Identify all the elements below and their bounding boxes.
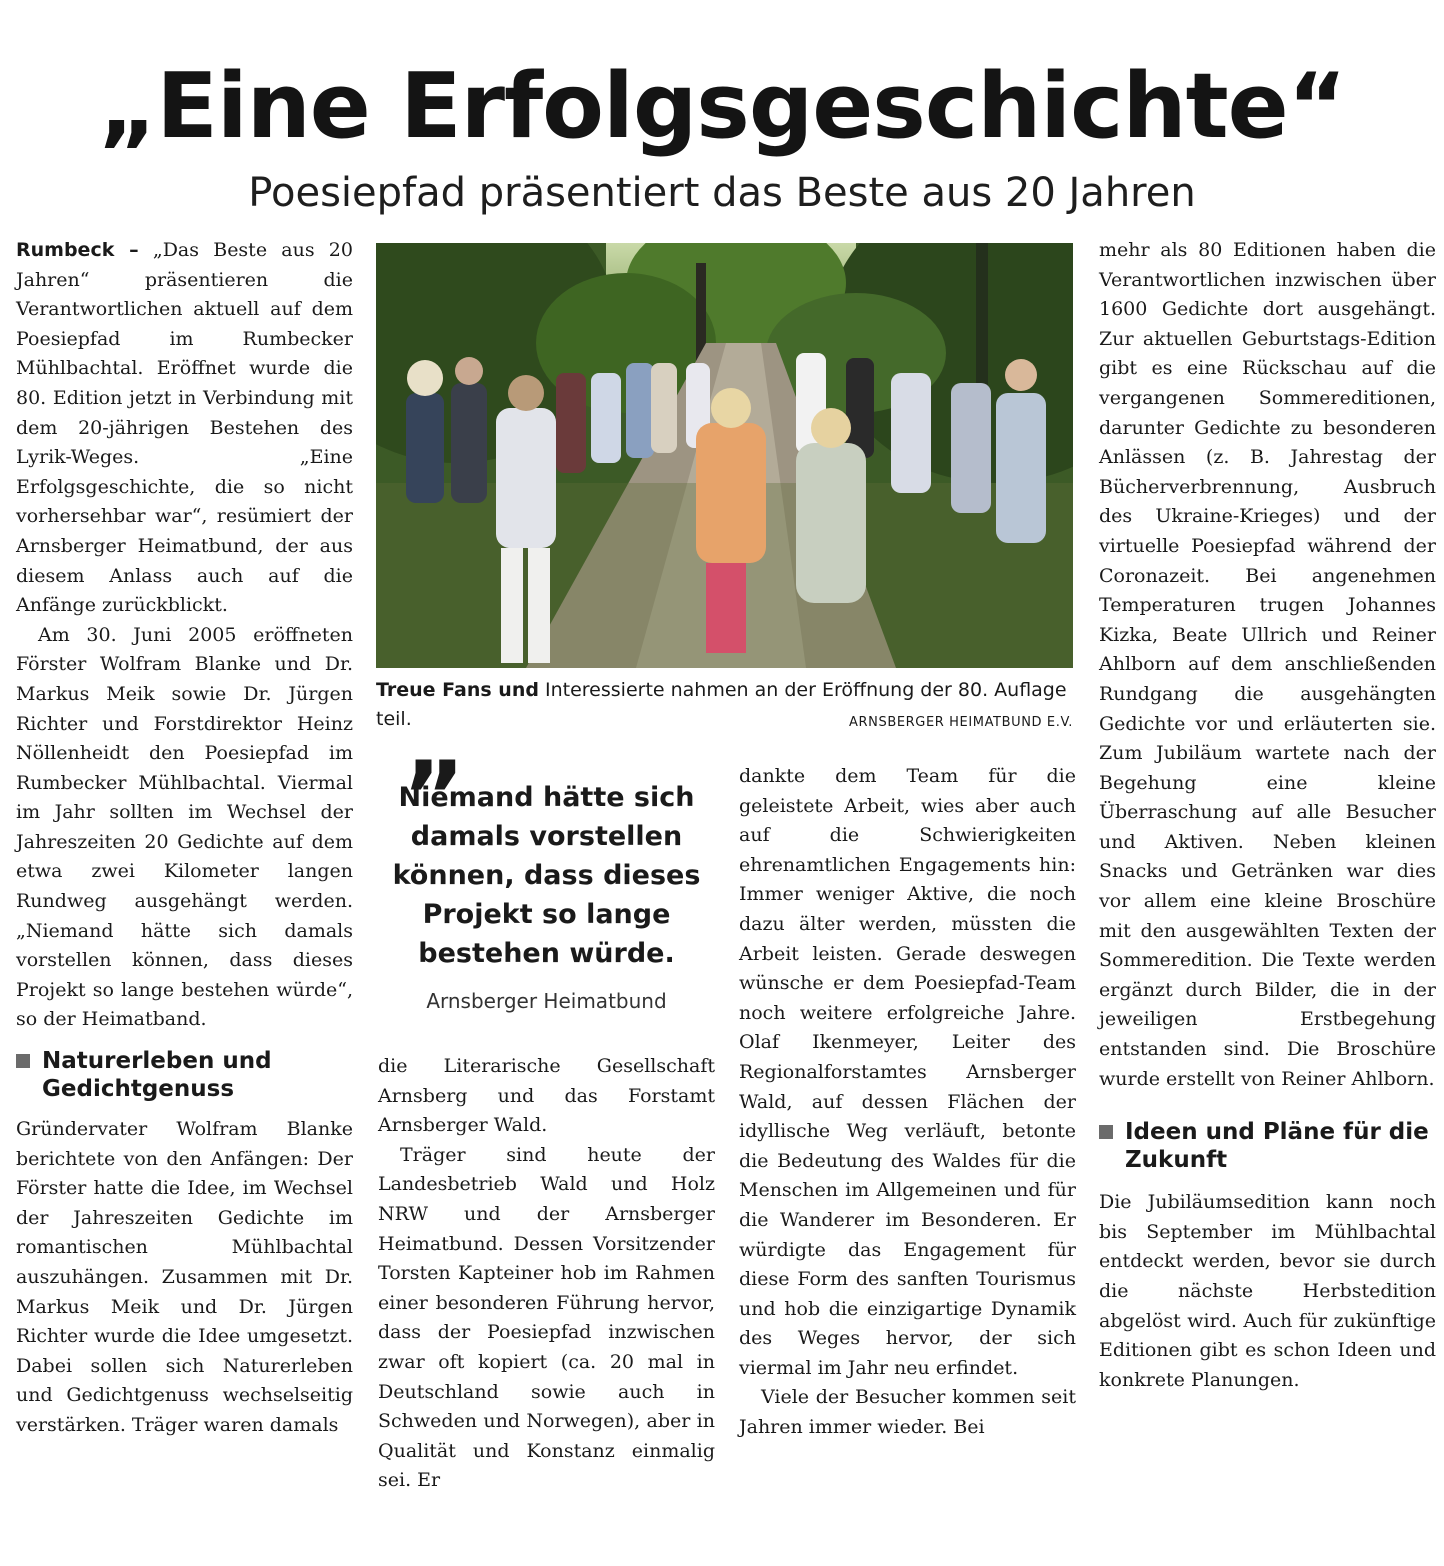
article-column-3 — [739, 762, 1076, 1443]
quote-mark-icon: ” — [402, 741, 466, 853]
article-column-4 — [1099, 236, 1436, 1395]
caption-text: Interessierte nahmen an der Eröffnung der 80. Auflage teil. — [376, 679, 1067, 730]
group-in-forest-photo — [376, 243, 1073, 668]
section-heading-text: Ideen und Pläne für die Zukunft — [1125, 1119, 1429, 1174]
headline: „Eine Erfolgsgeschichte“ — [98, 54, 1346, 159]
article-paragraph: mehr als 80 Editionen haben die Verantwortlichen inzwischen über 1600 Gedichte dort ausgehängt. Zur aktuellen Geburtstags-Edition gibt es eine Rückschau auf die vergangenen Sommereditionen, darunter Gedichte zu besonderen Anlässen (z. B. Jahrestag der Bücherverbrennung, Ausbruch des Ukraine-Krieges) und der virtuelle Poesiepfad während der Coronazeit. Bei angenehmen Temperaturen trugen Johannes Kizka, Beate Ullrich und Reiner Ahlborn auf dem anschließenden Rundgang die ausgehängten Gedichte vor und erläuterten sie. Zum Jubiläum wartete nach der Begehung eine kleine Überraschung auf alle Besucher und Aktiven. Neben kleinen Snacks und Getränken war dies vor allem eine kleine Broschüre mit den ausgewählten Texten der Sommeredition. Die Texte werden ergänzt durch Bilder, die in der jeweiligen Erstbegehung entstanden sind. Die Broschüre wurde erstellt von Reiner Ahlborn. — [1099, 239, 1436, 1090]
article-paragraph: Viele der Besucher kommen seit Jahren immer wieder. Bei — [739, 1386, 1076, 1439]
square-bullet-icon — [1099, 1125, 1113, 1139]
section-heading — [16, 1047, 353, 1103]
caption-bold: Treue Fans und — [376, 679, 539, 701]
article-paragraph: die Literarische Gesellschaft Arnsberg und das Forstamt Arnsberger Wald. — [378, 1055, 715, 1137]
pull-quote-source: Arnsberger Heimatbund — [426, 989, 667, 1013]
section-heading-text: Naturerleben und Gedichtgenuss — [42, 1048, 272, 1103]
article-paragraph: Gründervater Wolfram Blanke berichtete von den Anfängen: Der Förster hatte die Idee, im Wechsel der Jahreszeiten Gedichte im romantischen Mühlbachtal auszuhängen. Zusammen mit Dr. Markus Meik und Dr. Jürgen Richter wurde die Idee umgesetzt. Dabei sollen sich Naturerleben und Gedichtgenuss wechselseitig verstärken. Träger waren damals — [16, 1118, 353, 1436]
dateline: Rumbeck – — [16, 239, 139, 261]
photo-credit: ARNSBERGER HEIMATBUND E.V. — [849, 715, 1073, 730]
article-column-2 — [378, 1052, 715, 1496]
article-paragraph: Die Jubiläumsedition kann noch bis September im Mühlbachtal entdeckt werden, bevor sie durch die nächste Herbstedition abgelöst wird. Auch für zukünftige Editionen gibt es schon Ideen und konkrete Planungen. — [1099, 1191, 1436, 1391]
section-heading — [1099, 1118, 1436, 1174]
article-paragraph: Am 30. Juni 2005 eröffneten Förster Wolfram Blanke und Dr. Markus Meik sowie Dr. Jürgen Richter und Forstdirektor Heinz Nöllenheidt den Poesiepfad im Rumbecker Mühlbachtal. Viermal im Jahr sollten im Wechsel der Jahreszeiten 20 Gedichte auf dem etwa zwei Kilometer langen Rundweg ausgehängt werden. „Niemand hätte sich damals vorstellen können, dass dieses Projekt so lange bestehen würde“, so der Heimatband. — [16, 623, 353, 1031]
article-paragraph: Träger sind heute der Landesbetrieb Wald und Holz NRW und der Arnsberger Heimatbund. Dessen Vorsitzender Torsten Kapteiner hob im Rahmen einer besonderen Führung hervor, dass der Poesiepfad inzwischen zwar oft kopiert (ca. 20 mal in Deutschland sowie auch in Schweden und Norwegen), aber in Qualität und Konstanz einmalig sei. Er — [378, 1143, 715, 1492]
article-paragraph: dankte dem Team für die geleistete Arbeit, wies aber auch auf die Schwierigkeiten ehrenamtlichen Engagements hin: Immer weniger Aktive, die noch dazu älter werden, müssten die Arbeit leisten. Gerade deswegen wünsche er dem Poesiepfad-Team noch weitere erfolgreiche Jahre. Olaf Ikenmeyer, Leiter des Regionalforstamtes Arnsberger Wald, auf dessen Flächen der idyllische Weg verläuft, betonte die Bedeutung des Waldes für die Menschen im Allgemeinen und für die Wanderer im Besonderen. Er würdigte das Engagement für diese Form des sanften Tourismus und hob die einzigartige Dynamik des Weges hervor, der sich viermal im Jahr neu erfindet. — [739, 765, 1076, 1379]
pull-quote-text: Niemand hätte sich damals vorstellen können, dass dieses Projekt so lange bestehen würde. — [392, 782, 701, 969]
pull-quote — [378, 741, 715, 1013]
square-bullet-icon — [16, 1054, 30, 1068]
paragraph-text: „Das Beste aus 20 Jahren“ präsentieren die Verantwortlichen aktuell auf dem Poesiepfad im Rumbecker Mühlbachtal. Eröffnet wurde die 80. Edition jetzt in Verbindung mit dem 20-jährigen Bestehen des Lyrik-Weges. „Eine Erfolgsgeschichte, die so nicht vorhersehbar war“, resümiert der Arnsberger Heimatbund, der aus diesem Anlass auch auf die Anfänge zurückblickt. — [16, 239, 353, 617]
article-paragraph — [16, 236, 353, 621]
article-column-1 — [16, 236, 353, 1441]
subheadline: Poesiepfad präsentiert das Beste aus 20 Jahren — [248, 170, 1196, 216]
photo-caption — [376, 676, 1073, 734]
article-photo — [376, 243, 1073, 668]
